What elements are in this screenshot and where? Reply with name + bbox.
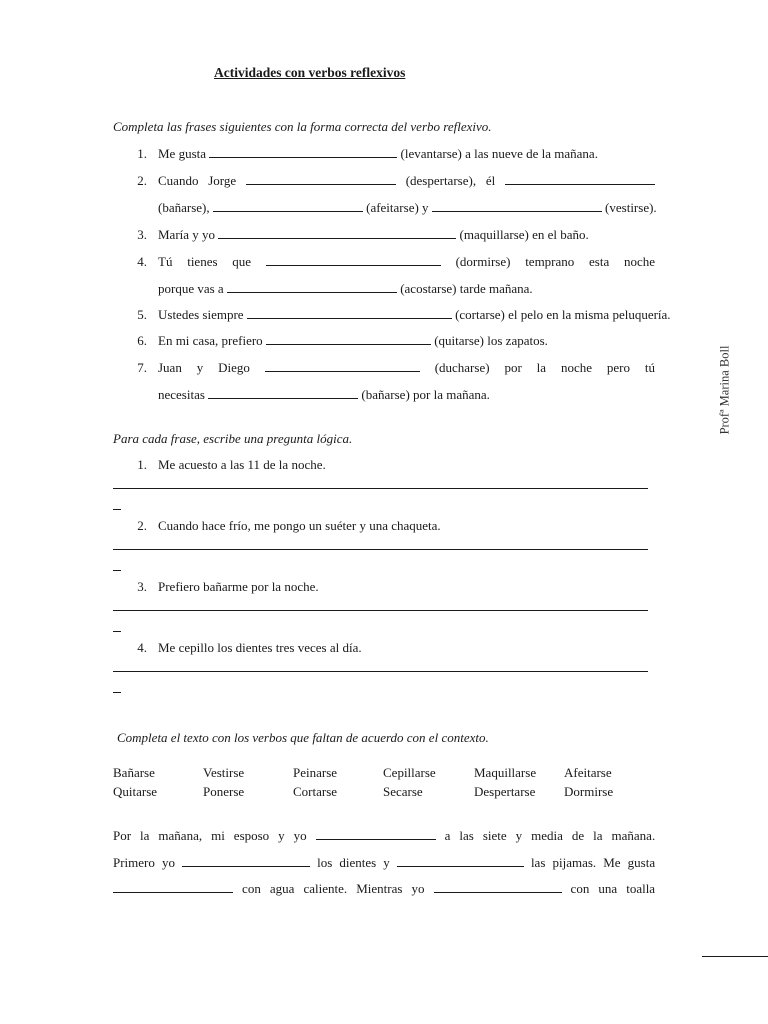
word: mañana.: [611, 828, 656, 843]
word: (maquillarse) en el baño.: [459, 227, 589, 242]
text-line: [113, 881, 655, 897]
answer-blank[interactable]: [247, 307, 452, 319]
verb-option: Bañarse: [113, 765, 155, 780]
verb-option: Quitarse: [113, 784, 158, 799]
word: caliente.: [303, 881, 348, 896]
word: pero: [606, 360, 630, 375]
answer-blank[interactable]: [397, 855, 524, 867]
item-number: 4.: [137, 640, 147, 655]
word: En mi casa, prefiero: [158, 333, 263, 348]
text-line: [158, 360, 655, 376]
item-number: 3.: [137, 579, 147, 594]
word: y: [422, 200, 429, 215]
answer-blank[interactable]: [208, 387, 358, 399]
word: gusta: [627, 855, 656, 870]
footer-rule: [702, 956, 768, 957]
word: noche: [560, 360, 592, 375]
text-line: [158, 307, 671, 323]
answer-blank[interactable]: [265, 360, 420, 372]
item-number: 1.: [137, 457, 147, 472]
prompt-sentence: Me cepillo los dientes tres veces al día.: [158, 640, 362, 655]
word: las: [459, 828, 474, 843]
word: pijamas.: [552, 855, 597, 870]
word: tienes: [187, 254, 218, 269]
answer-blank[interactable]: [182, 855, 310, 867]
word: la: [536, 360, 547, 375]
word: Cuando: [158, 173, 199, 188]
word: Ustedes siempre: [158, 307, 244, 322]
word: toalla: [626, 881, 656, 896]
word: tú: [644, 360, 656, 375]
text-line: [158, 173, 655, 189]
word: Me: [603, 855, 621, 870]
word: porque vas a: [158, 281, 224, 296]
verb-option: Peinarse: [293, 765, 338, 780]
word: María y yo: [158, 227, 216, 242]
prompt-sentence: Cuando hace frío, me pongo un suéter y una chaqueta.: [158, 518, 441, 533]
verb-option: Ponerse: [203, 784, 245, 799]
word: esta: [589, 254, 610, 269]
word: una: [598, 881, 618, 896]
author-name: Profª Marina Boll: [717, 345, 732, 435]
answer-line-end: [113, 631, 121, 632]
text-line: [158, 254, 655, 270]
word: siete: [482, 828, 507, 843]
word: la: [593, 828, 603, 843]
word: necesitas: [158, 387, 205, 402]
answer-blank[interactable]: [209, 146, 397, 158]
word: Tú: [158, 254, 173, 269]
answer-line[interactable]: [113, 610, 648, 611]
word: (acostarse) tarde mañana.: [400, 281, 533, 296]
verb-option: Dormirse: [564, 784, 614, 799]
word: yo: [411, 881, 425, 896]
word: Mientras: [356, 881, 403, 896]
answer-blank[interactable]: [316, 828, 436, 840]
word: mañana,: [158, 828, 203, 843]
word: que: [232, 254, 252, 269]
word: agua: [269, 881, 295, 896]
answer-line-end: [113, 692, 121, 693]
word: Me gusta: [158, 146, 207, 161]
word: (dormirse): [455, 254, 511, 269]
word: las: [530, 855, 546, 870]
item-number: 5.: [137, 307, 147, 322]
answer-line-end: [113, 509, 121, 510]
item-number: 7.: [137, 360, 147, 375]
prompt-sentence: Prefiero bañarme por la noche.: [158, 579, 319, 594]
verb-option: Cepillarse: [383, 765, 436, 780]
answer-blank[interactable]: [213, 200, 363, 212]
word: y: [383, 855, 390, 870]
answer-blank[interactable]: [434, 881, 562, 893]
word: (afeitarse): [366, 200, 419, 215]
word: (bañarse) por la mañana.: [361, 387, 490, 402]
word: él: [485, 173, 496, 188]
word: Juan: [158, 360, 182, 375]
prompt-sentence: Me acuesto a las 11 de la noche.: [158, 457, 326, 472]
word: y: [278, 828, 285, 843]
text-line: [158, 333, 655, 349]
word: mi: [211, 828, 225, 843]
word: de: [571, 828, 585, 843]
text-line: [158, 281, 655, 297]
word: esposo: [233, 828, 270, 843]
verb-option: Afeitarse: [564, 765, 612, 780]
text-line: [158, 200, 655, 216]
verb-option: Secarse: [383, 784, 423, 799]
word: media: [531, 828, 563, 843]
section3-instruction: Completa el texto con los verbos que faltan de acuerdo con el contexto.: [117, 730, 489, 745]
word: (bañarse),: [158, 200, 210, 215]
answer-blank[interactable]: [227, 281, 397, 293]
word: (vestirse).: [605, 200, 657, 215]
word: por: [504, 360, 522, 375]
answer-line-end: [113, 570, 121, 571]
section2-instruction: Para cada frase, escribe una pregunta lógica.: [113, 431, 353, 446]
word: los: [317, 855, 333, 870]
word: a: [444, 828, 451, 843]
word: noche: [624, 254, 656, 269]
item-number: 4.: [137, 254, 147, 269]
item-number: 1.: [137, 146, 147, 161]
answer-blank[interactable]: [113, 881, 233, 893]
text-line: [158, 387, 655, 403]
verb-option: Cortarse: [293, 784, 338, 799]
word: yo: [293, 828, 307, 843]
word: Jorge: [208, 173, 237, 188]
word: dientes: [339, 855, 377, 870]
item-number: 2.: [137, 173, 147, 188]
answer-line[interactable]: [113, 671, 648, 672]
answer-line[interactable]: [113, 549, 648, 550]
word: y: [515, 828, 523, 843]
answer-blank[interactable]: [246, 173, 396, 185]
word: y: [196, 360, 204, 375]
answer-blank[interactable]: [266, 254, 441, 266]
answer-line[interactable]: [113, 488, 648, 489]
verb-option: Maquillarse: [474, 765, 537, 780]
word: la: [140, 828, 150, 843]
answer-blank[interactable]: [218, 227, 456, 239]
text-line: [113, 855, 655, 871]
item-number: 6.: [137, 333, 147, 348]
answer-blank[interactable]: [266, 333, 431, 345]
word: yo: [161, 855, 175, 870]
verb-option: Despertarse: [474, 784, 536, 799]
word: (despertarse),: [405, 173, 477, 188]
item-number: 2.: [137, 518, 147, 533]
word: con: [242, 881, 261, 896]
answer-blank[interactable]: [432, 200, 602, 212]
section1-instruction: Completa las frases siguientes con la forma correcta del verbo reflexivo.: [113, 119, 492, 134]
word: (cortarse) el pelo en la misma peluquería.: [455, 307, 671, 322]
word: temprano: [525, 254, 575, 269]
word: (quitarse) los zapatos.: [434, 333, 548, 348]
answer-blank[interactable]: [505, 173, 655, 185]
item-number: 3.: [137, 227, 147, 242]
text-line: [113, 828, 655, 844]
verb-option: Vestirse: [203, 765, 245, 780]
word: (levantarse) a las nueve de la mañana.: [400, 146, 598, 161]
text-line: [158, 227, 655, 243]
word: Por: [113, 828, 132, 843]
word: Diego: [218, 360, 250, 375]
word: Primero: [113, 855, 155, 870]
text-line: [158, 146, 655, 162]
word: (ducharse): [434, 360, 490, 375]
worksheet-title: Actividades con verbos reflexivos: [214, 65, 406, 80]
word: con: [570, 881, 590, 896]
